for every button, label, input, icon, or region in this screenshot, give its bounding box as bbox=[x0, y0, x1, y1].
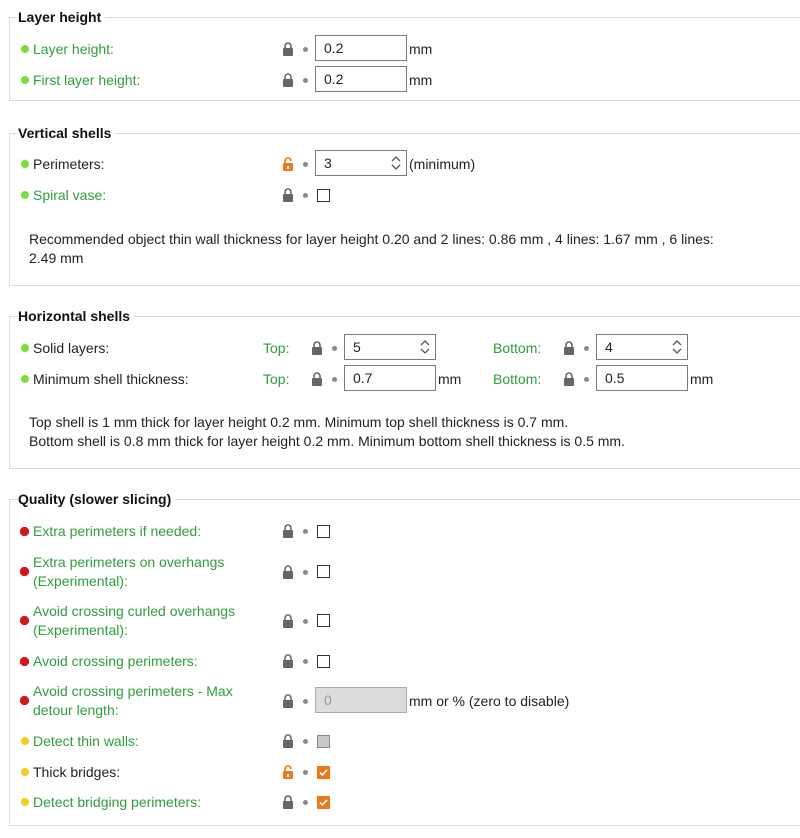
spin-arrows-icon[interactable] bbox=[389, 153, 403, 173]
extra-perimeters-overhangs-label-line1: Extra perimeters on overhangs bbox=[33, 554, 225, 570]
lock-icon[interactable] bbox=[282, 734, 294, 748]
spiral-vase-label: Spiral vase: bbox=[33, 187, 107, 203]
detect-thin-walls-checkbox[interactable] bbox=[317, 735, 330, 748]
layer-height-label: Layer height: bbox=[33, 41, 114, 57]
avoid-curled-overhangs-label-line2: (Experimental): bbox=[33, 622, 128, 638]
lock-icon[interactable] bbox=[282, 524, 294, 538]
layer-height-input[interactable]: 0.2 bbox=[315, 35, 407, 61]
value-bullet-icon bbox=[303, 619, 308, 624]
value-bullet-icon bbox=[303, 800, 308, 805]
perimeters-label: Perimeters: bbox=[33, 156, 105, 172]
avoid-crossing-perimeters-label: Avoid crossing perimeters: bbox=[33, 653, 198, 669]
status-yellow-icon bbox=[21, 737, 29, 745]
spiral-vase-row bbox=[0, 181, 800, 209]
status-green-icon bbox=[21, 344, 29, 352]
avoid-curled-overhangs-row bbox=[0, 602, 800, 640]
avoid-detour-input[interactable]: 0 bbox=[315, 687, 407, 713]
lock-icon[interactable] bbox=[282, 188, 294, 202]
detect-thin-walls-row bbox=[0, 727, 800, 755]
min-shell-bottom-input[interactable]: 0.5 bbox=[596, 365, 688, 391]
value-bullet-icon bbox=[303, 529, 308, 534]
thin-wall-info-line2: 2.49 mm bbox=[29, 250, 84, 266]
value-bullet-icon bbox=[303, 659, 308, 664]
min-shell-bottom-label: Bottom: bbox=[493, 371, 542, 387]
first-layer-height-label: First layer height: bbox=[33, 72, 141, 88]
min-shell-thickness-label: Minimum shell thickness: bbox=[33, 371, 189, 387]
extra-perimeters-checkbox[interactable] bbox=[317, 525, 330, 538]
lock-icon[interactable] bbox=[282, 565, 294, 579]
top-shell-info: Top shell is 1 mm thick for layer height 0.2 mm. Minimum top shell thickness is 0.7 mm. bbox=[29, 414, 569, 430]
status-red-icon bbox=[20, 657, 29, 666]
avoid-detour-label-line1: Avoid crossing perimeters - Max bbox=[33, 683, 233, 699]
unlock-icon[interactable] bbox=[282, 765, 294, 779]
lock-icon[interactable] bbox=[282, 42, 294, 56]
lock-icon[interactable] bbox=[282, 694, 294, 708]
solid-layers-label: Solid layers: bbox=[33, 340, 110, 356]
thick-bridges-checkbox[interactable] bbox=[317, 766, 330, 779]
lock-icon[interactable] bbox=[282, 73, 294, 87]
status-yellow-icon bbox=[21, 768, 29, 776]
value-bullet-icon bbox=[584, 346, 589, 351]
bottom-shell-info: Bottom shell is 0.8 mm thick for layer height 0.2 mm. Minimum bottom shell thickness is 0.5 mm. bbox=[29, 433, 625, 449]
checkmark-icon bbox=[318, 797, 329, 808]
detect-bridging-perimeters-row bbox=[0, 788, 800, 816]
value-bullet-icon bbox=[332, 346, 337, 351]
quality-title: Quality (slower slicing) bbox=[18, 491, 175, 507]
extra-perimeters-overhangs-row bbox=[0, 553, 800, 591]
solid-layers-top-value: 5 bbox=[353, 339, 361, 355]
value-bullet-icon bbox=[303, 770, 308, 775]
layer-height-unit: mm bbox=[409, 41, 433, 57]
extra-perimeters-overhangs-label-line2: (Experimental): bbox=[33, 573, 128, 589]
horizontal-shells-title: Horizontal shells bbox=[18, 308, 134, 324]
avoid-detour-label-line2: detour length: bbox=[33, 702, 119, 718]
avoid-crossing-detour-row bbox=[0, 682, 800, 720]
status-green-icon bbox=[21, 160, 29, 168]
first-layer-height-unit: mm bbox=[409, 72, 433, 88]
unlock-icon[interactable] bbox=[282, 157, 294, 171]
avoid-curled-overhangs-label-line1: Avoid crossing curled overhangs bbox=[33, 603, 236, 619]
min-shell-top-unit: mm bbox=[438, 371, 462, 387]
perimeters-spin-input[interactable] bbox=[315, 150, 407, 176]
value-bullet-icon bbox=[303, 739, 308, 744]
min-shell-thickness-row bbox=[0, 365, 800, 393]
value-bullet-icon bbox=[303, 78, 308, 83]
layer-height-row bbox=[0, 35, 800, 63]
thick-bridges-row bbox=[0, 758, 800, 786]
lock-icon[interactable] bbox=[563, 341, 575, 355]
lock-icon[interactable] bbox=[563, 372, 575, 386]
detect-thin-walls-label: Detect thin walls: bbox=[33, 733, 139, 749]
solid-layers-top-spin-input[interactable] bbox=[344, 334, 436, 360]
value-bullet-icon bbox=[303, 162, 308, 167]
spin-arrows-icon[interactable] bbox=[418, 337, 432, 357]
solid-layers-bottom-spin-input[interactable] bbox=[596, 334, 688, 360]
status-red-icon bbox=[20, 567, 29, 576]
lock-icon[interactable] bbox=[282, 654, 294, 668]
value-bullet-icon bbox=[303, 699, 308, 704]
status-green-icon bbox=[21, 76, 29, 84]
checkmark-icon bbox=[318, 767, 329, 778]
min-shell-top-label: Top: bbox=[263, 371, 290, 387]
first-layer-height-row bbox=[0, 66, 800, 94]
value-bullet-icon bbox=[303, 47, 308, 52]
value-bullet-icon bbox=[303, 570, 308, 575]
extra-perimeters-overhangs-checkbox[interactable] bbox=[317, 565, 330, 578]
status-red-icon bbox=[20, 616, 29, 625]
extra-perimeters-row bbox=[0, 517, 800, 545]
min-shell-top-input[interactable]: 0.7 bbox=[344, 365, 436, 391]
solid-layers-top-label: Top: bbox=[263, 340, 290, 356]
avoid-crossing-perimeters-row bbox=[0, 647, 800, 675]
perimeters-value: 3 bbox=[324, 155, 332, 171]
layer-height-title: Layer height bbox=[18, 9, 105, 25]
vertical-shells-title: Vertical shells bbox=[18, 125, 115, 141]
spin-arrows-icon[interactable] bbox=[670, 337, 684, 357]
perimeters-row bbox=[0, 150, 800, 178]
extra-perimeters-label: Extra perimeters if needed: bbox=[33, 523, 202, 539]
avoid-crossing-perimeters-checkbox[interactable] bbox=[317, 655, 330, 668]
thick-bridges-label: Thick bridges: bbox=[33, 764, 121, 780]
status-green-icon bbox=[21, 375, 29, 383]
status-red-icon bbox=[20, 696, 29, 705]
solid-layers-row bbox=[0, 334, 800, 362]
thin-wall-info-line1: Recommended object thin wall thickness for layer height 0.20 and 2 lines: 0.86 mm , 4 lines: 1.67 mm , 6 lines: bbox=[29, 231, 714, 247]
detect-bridging-perimeters-checkbox[interactable] bbox=[317, 796, 330, 809]
value-bullet-icon bbox=[303, 193, 308, 198]
spiral-vase-checkbox[interactable] bbox=[317, 189, 330, 202]
status-green-icon bbox=[21, 191, 29, 199]
status-green-icon bbox=[21, 45, 29, 53]
avoid-curled-overhangs-checkbox[interactable] bbox=[317, 614, 330, 627]
solid-layers-bottom-label: Bottom: bbox=[493, 340, 542, 356]
status-red-icon bbox=[20, 527, 29, 536]
min-shell-bottom-unit: mm bbox=[690, 371, 714, 387]
status-yellow-icon bbox=[21, 798, 29, 806]
value-bullet-icon bbox=[332, 377, 337, 382]
perimeters-unit: (minimum) bbox=[409, 156, 476, 172]
solid-layers-bottom-value: 4 bbox=[605, 339, 613, 355]
lock-icon[interactable] bbox=[311, 372, 323, 386]
detect-bridging-perimeters-label: Detect bridging perimeters: bbox=[33, 794, 202, 810]
avoid-detour-unit: mm or % (zero to disable) bbox=[409, 693, 570, 709]
first-layer-height-input[interactable]: 0.2 bbox=[315, 66, 407, 92]
lock-icon[interactable] bbox=[282, 614, 294, 628]
lock-icon[interactable] bbox=[311, 341, 323, 355]
lock-icon[interactable] bbox=[282, 795, 294, 809]
value-bullet-icon bbox=[584, 377, 589, 382]
